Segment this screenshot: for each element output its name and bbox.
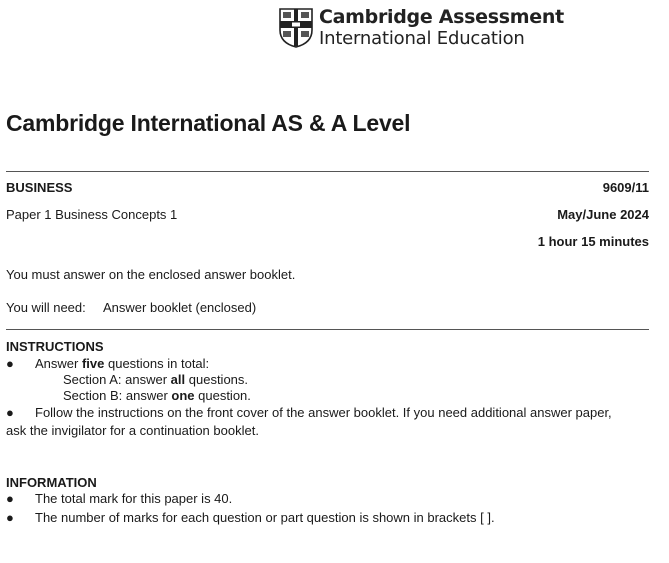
paper-title: Paper 1 Business Concepts 1: [6, 207, 178, 222]
divider-top: [6, 171, 649, 172]
session: May/June 2024: [557, 207, 649, 222]
qualification-title: Cambridge International AS & A Level: [6, 110, 411, 136]
instructions-heading: INSTRUCTIONS: [6, 339, 104, 354]
divider-middle: [6, 329, 649, 330]
instruction-item-2-line-1: Follow the instructions on the front cover of the answer booklet. If you need additional answer paper,: [35, 405, 612, 420]
section-b-text: question.: [194, 388, 251, 403]
bullet-icon: ●: [6, 356, 14, 371]
section-a-text: Section A: answer: [63, 372, 171, 387]
bullet-icon: ●: [6, 510, 14, 525]
section-a-line: [63, 372, 248, 388]
section-b-emphasis: one: [171, 388, 195, 403]
section-b-line: [63, 388, 251, 404]
subject: BUSINESS: [6, 180, 73, 195]
section-a-emphasis: all: [170, 372, 186, 387]
brand-line-2: International Education: [319, 28, 525, 49]
instruction-text: questions in total:: [104, 356, 210, 371]
answer-note: You must answer on the enclosed answer booklet.: [6, 267, 296, 282]
cambridge-shield-icon: [279, 8, 313, 48]
bullet-icon: ●: [6, 491, 14, 506]
information-item-2: The number of marks for each question or part question is shown in brackets [ ].: [35, 510, 495, 525]
information-item-1: The total mark for this paper is 40.: [35, 491, 233, 506]
information-heading: INFORMATION: [6, 475, 97, 490]
brand-line-1: Cambridge Assessment: [319, 6, 564, 28]
bullet-icon: ●: [6, 405, 14, 420]
instruction-text: Answer: [35, 356, 82, 371]
duration: 1 hour 15 minutes: [537, 234, 649, 249]
need-label: You will need:: [6, 300, 86, 315]
instruction-emphasis: five: [81, 356, 105, 371]
need-value: Answer booklet (enclosed): [103, 300, 257, 315]
instruction-item-1: [35, 356, 209, 372]
section-b-text: Section B: answer: [63, 388, 172, 403]
paper-code: 9609/11: [602, 180, 649, 195]
section-a-text: questions.: [185, 372, 249, 387]
cambridge-logo: [279, 6, 564, 52]
instruction-item-2-line-2: ask the invigilator for a continuation booklet.: [6, 423, 259, 438]
